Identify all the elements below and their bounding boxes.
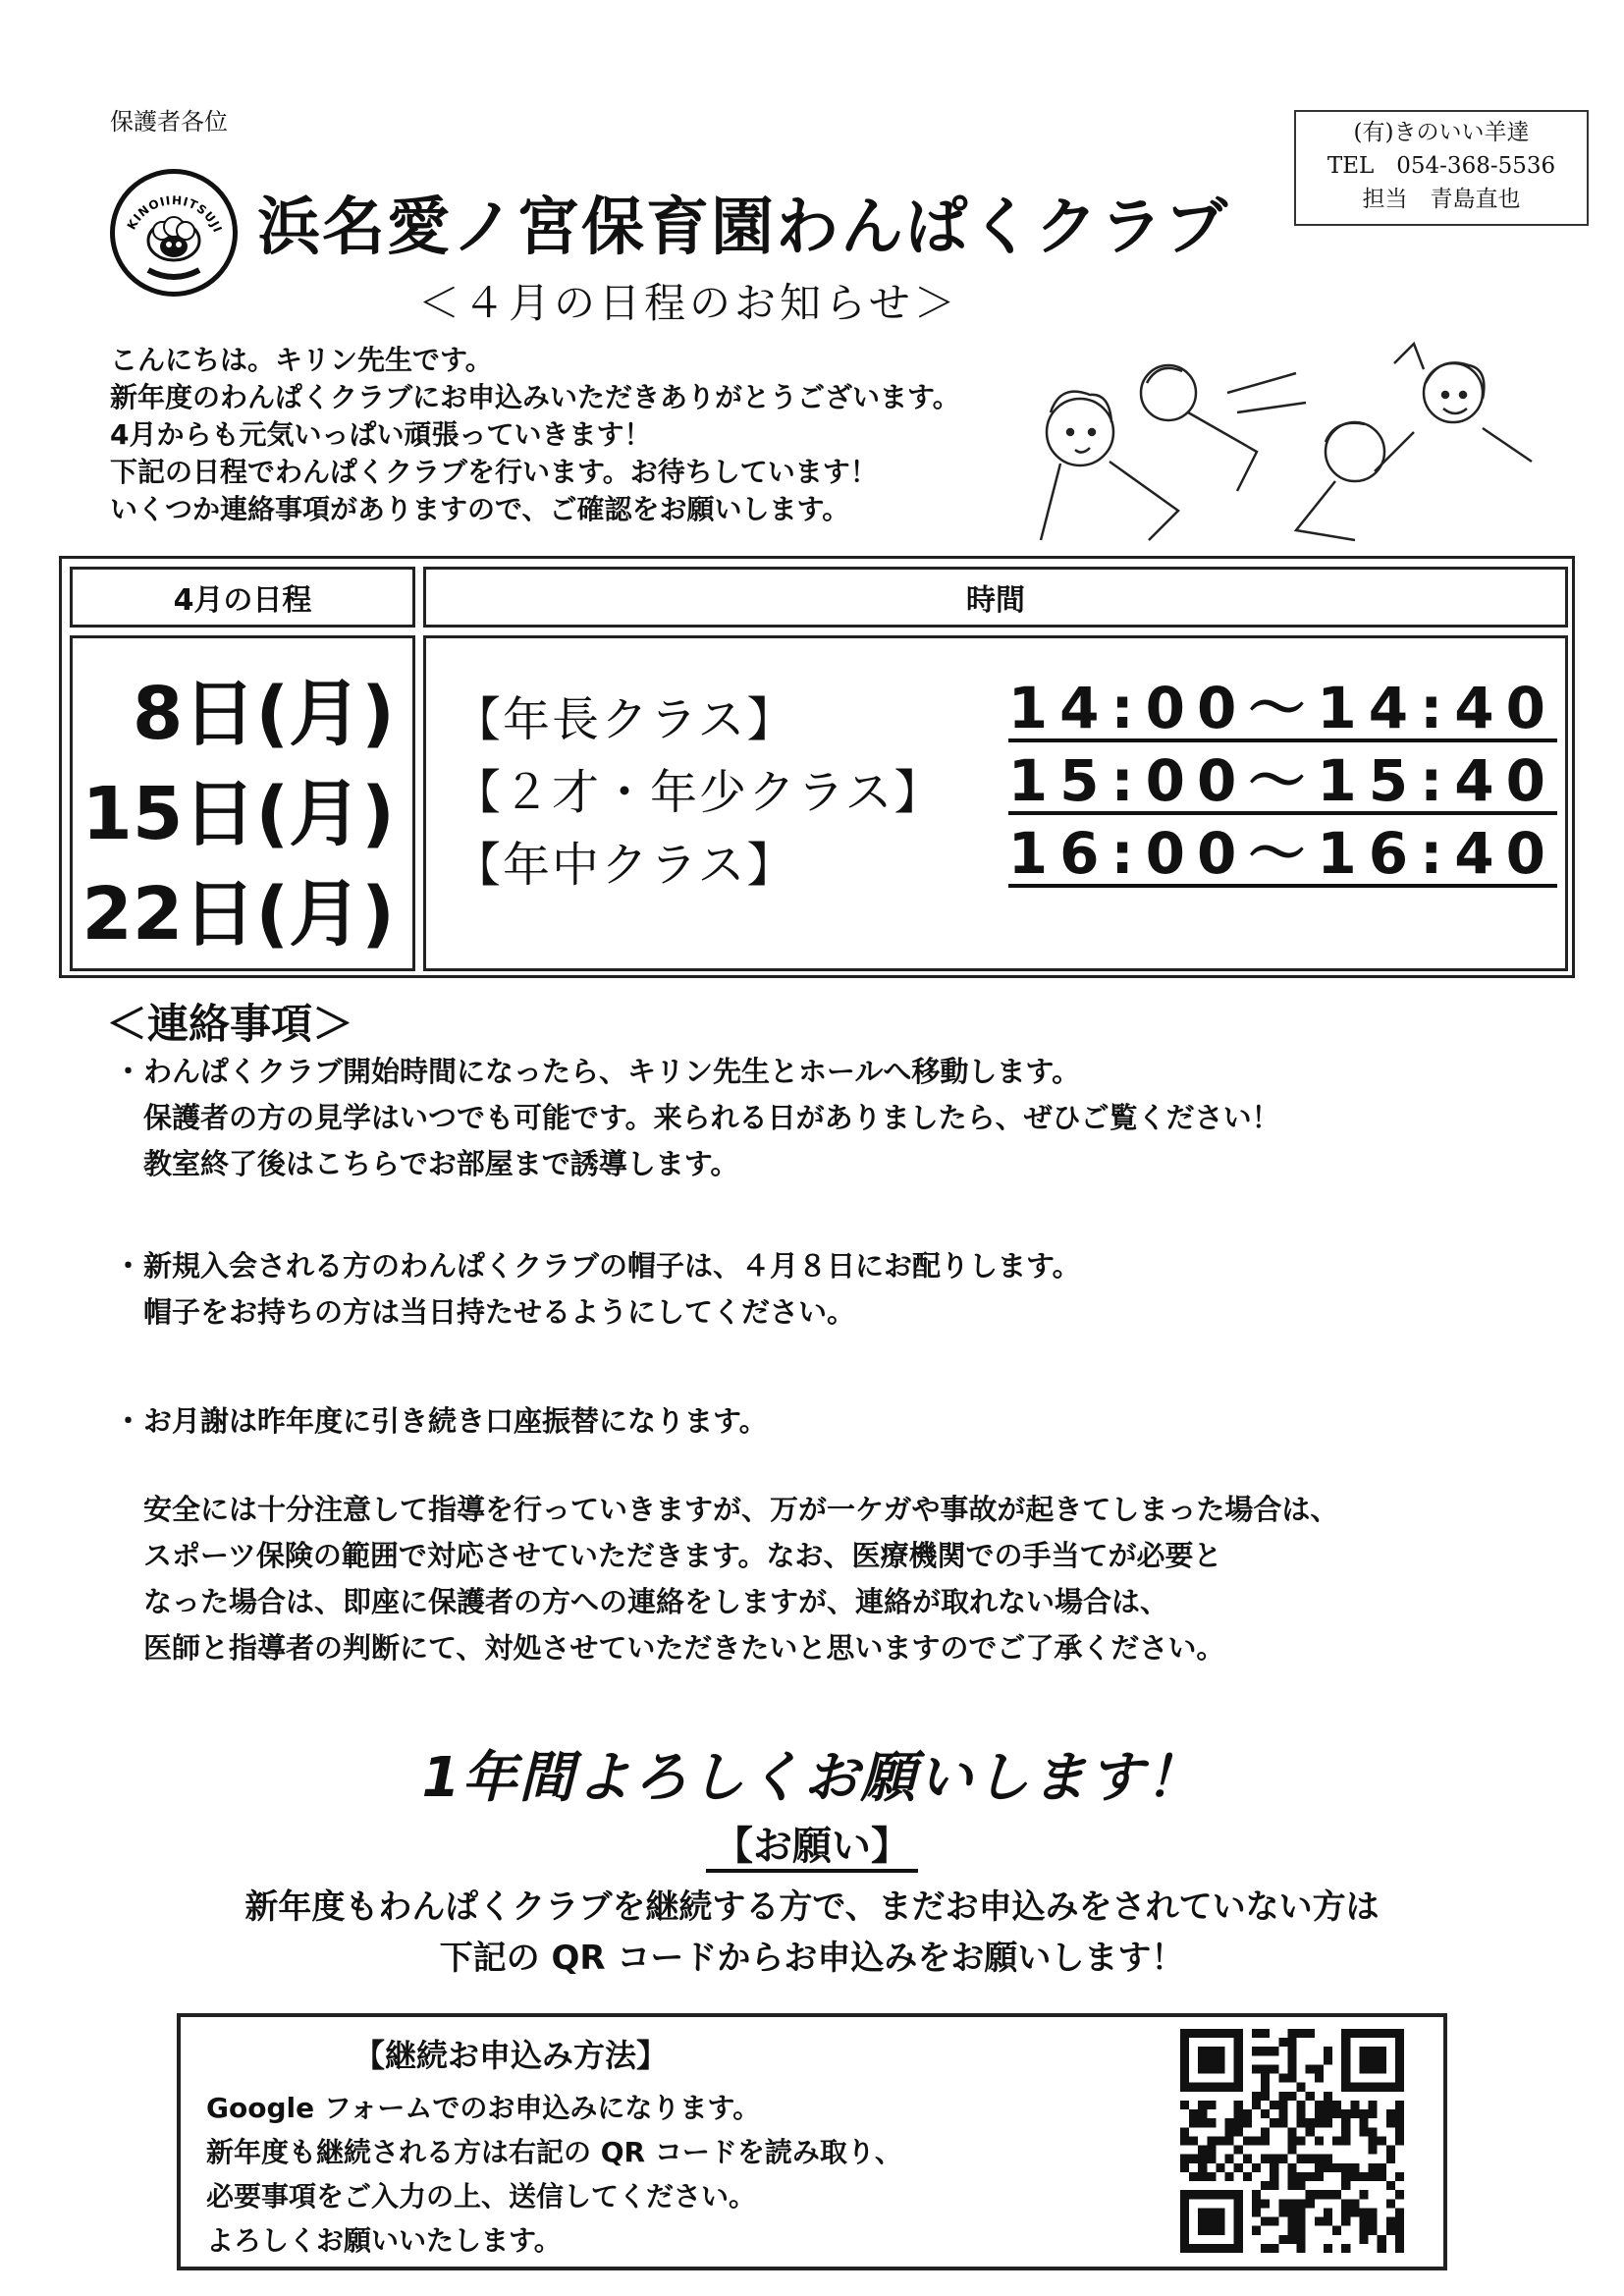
intro-text xyxy=(110,342,960,528)
notice-line: お月謝は昨年度に引き続き口座振替になります。 xyxy=(143,1404,768,1438)
class-time: 14:00〜14:40 xyxy=(1007,675,1557,741)
class-name: 【年中クラス】 xyxy=(454,838,796,893)
continue-line: よろしくお願いいたします。 xyxy=(206,2224,562,2257)
notice-item xyxy=(114,1049,1280,1187)
notice-bullet: ・ xyxy=(114,1055,143,1088)
continue-application-box xyxy=(177,2013,1447,2270)
schedule-date: 8日(月) xyxy=(132,672,395,756)
intro-line: いくつか連絡事項がありますので、ご確認をお願いします。 xyxy=(110,493,850,525)
continue-line: 必要事項をご入力の上、送信してください。 xyxy=(206,2180,757,2213)
notice-line: 医師と指導者の判断にて、対処させていただきたいと思いますのでご了承ください。 xyxy=(143,1631,1225,1665)
notice-bullet: ・ xyxy=(114,1404,143,1438)
schedule-header-date: 4月の日程 xyxy=(70,567,415,628)
continue-heading: 【継続お申込み方法】 xyxy=(353,2037,669,2074)
continue-body xyxy=(206,2086,902,2263)
logo-arc-text: KINOIIHITSUJI xyxy=(124,192,226,236)
schedule-dates-cell xyxy=(70,635,415,971)
request-heading xyxy=(0,1815,1624,1871)
notice-line: 保護者の方の見学はいつでも可能です。来られる日がありましたら、ぜひご覧ください！ xyxy=(143,1101,1280,1134)
notice-item xyxy=(114,1487,1338,1671)
contact-company: (有)きのいい羊達 xyxy=(1353,120,1530,145)
class-time: 16:00〜16:40 xyxy=(1007,820,1557,887)
class-name: 【２才・年少クラス】 xyxy=(454,765,944,820)
class-name: 【年長クラス】 xyxy=(454,692,796,747)
intro-line: 4月からも元気いっぱい頑張っていきます！ xyxy=(110,418,652,451)
sheep-logo-icon xyxy=(115,174,233,292)
notice-line: スポーツ保険の範囲で対応させていただきます。なお、医療機関での手当てが必要と xyxy=(143,1539,1222,1572)
notices-heading: ＜連絡事項＞ xyxy=(106,1000,354,1048)
notice-line: わんぱくクラブ開始時間になったら、キリン先生とホールへ移動します。 xyxy=(143,1055,1081,1088)
qr-code-icon[interactable] xyxy=(1180,2029,1404,2253)
request-line: 新年度もわんぱくクラブを継続する方で、まだお申込みをされていない方は xyxy=(244,1887,1380,1927)
page-title: 浜名愛ノ宮保育園わんぱくクラブ xyxy=(257,191,1229,264)
notice-line: 安全には十分注意して指導を行っていきますが、万が一ケガや事故が起きてしまった場合は、 xyxy=(143,1493,1339,1526)
club-logo xyxy=(110,169,238,297)
continue-line: Google フォームでのお申込みになります。 xyxy=(206,2092,761,2124)
page-subtitle: ＜４月の日程のお知らせ＞ xyxy=(418,279,959,327)
schedule-header-time: 時間 xyxy=(423,567,1568,628)
class-time: 15:00〜15:40 xyxy=(1007,747,1557,814)
continue-line: 新年度も継続される方は右記の QR コードを読み取り、 xyxy=(206,2136,902,2168)
request-heading-text: 【お願い】 xyxy=(706,1824,918,1873)
notice-line: なった場合は、即座に保護者の方への連絡をしますが、連絡が取れない場合は、 xyxy=(143,1585,1169,1618)
schedule-times-cell xyxy=(423,635,1568,971)
running-kids-illustration xyxy=(1001,334,1551,550)
intro-line: こんにちは。キリン先生です。 xyxy=(110,344,493,376)
request-body xyxy=(0,1882,1624,1984)
schedule-table xyxy=(59,556,1575,978)
contact-person: 担当 青島直也 xyxy=(1362,187,1521,212)
notice-bullet: ・ xyxy=(114,1249,143,1283)
contact-box xyxy=(1294,110,1589,226)
intro-line: 新年度のわんぱくクラブにお申込みいただきありがとうございます。 xyxy=(110,381,960,413)
intro-line: 下記の日程でわんぱくクラブを行います。お待ちしています！ xyxy=(110,456,878,488)
contact-tel: TEL 054-368-5536 xyxy=(1326,153,1556,179)
schedule-date: 22日(月) xyxy=(81,872,395,957)
recipient-label: 保護者各位 xyxy=(110,108,228,136)
closing-message: 1年間よろしくお願いします！ xyxy=(421,1746,1203,1810)
notice-line: 教室終了後はこちらでお部屋まで誘導します。 xyxy=(143,1147,739,1180)
notice-line: 帽子をお持ちの方は当日持たせるようにしてください。 xyxy=(143,1295,856,1329)
request-line: 下記の QR コードからお申込みをお願いします！ xyxy=(439,1939,1185,1978)
schedule-date: 15日(月) xyxy=(81,772,395,856)
notice-item xyxy=(114,1243,1081,1336)
notice-line: 新規入会される方のわんぱくクラブの帽子は、４月８日にお配りします。 xyxy=(143,1249,1081,1283)
notice-item xyxy=(114,1398,768,1445)
